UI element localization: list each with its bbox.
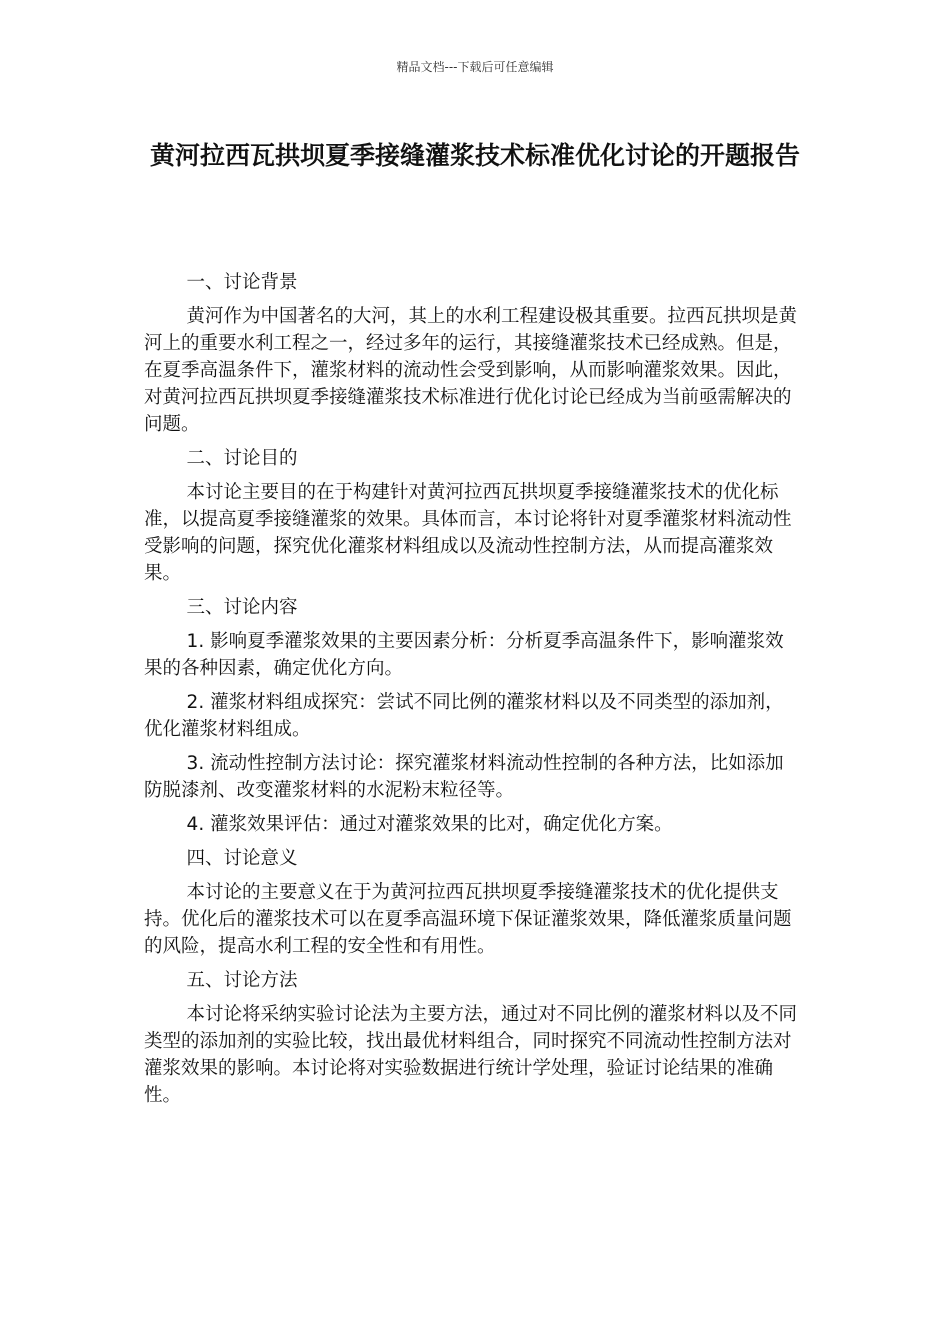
- paragraph: 本讨论的主要意义在于为黄河拉西瓦拱坝夏季接缝灌浆技术的优化提供支持。优化后的灌浆技术可以在夏季高温环境下保证灌浆效果，降低灌浆质量问题的风险，提高水利工程的安全性和有用性。: [144, 882, 792, 957]
- list-item: 2. 灌浆材料组成探究：尝试不同比例的灌浆材料以及不同类型的添加剂，优化灌浆材料组成。: [144, 692, 784, 740]
- paragraph: 黄河作为中国著名的大河，其上的水利工程建设极其重要。拉西瓦拱坝是黄河上的重要水利工程之一，经过多年的运行，其接缝灌浆技术已经成熟。但是，在夏季高温条件下，灌浆材料的流动性会受到影响，从而影响灌浆效果。因此，对黄河拉西瓦拱坝夏季接缝灌浆技术标准进行优化讨论已经成为当前亟需解决的问题。: [144, 306, 798, 435]
- section-background: [144, 269, 802, 438]
- section-purpose: [144, 445, 802, 587]
- document-title: 黄河拉西瓦拱坝夏季接缝灌浆技术标准优化讨论的开题报告: [149, 141, 800, 170]
- section-content: [144, 594, 802, 838]
- paragraph: 本讨论主要目的在于构建针对黄河拉西瓦拱坝夏季接缝灌浆技术的优化标准，以提高夏季接缝灌浆的效果。具体而言，本讨论将针对夏季灌浆材料流动性受影响的问题，探究优化灌浆材料组成以及流动性控制方法，从而提高灌浆效果。: [144, 482, 792, 584]
- document-body: [144, 269, 802, 1116]
- section-heading: 四、讨论意义: [186, 848, 298, 869]
- section-heading: 三、讨论内容: [186, 597, 298, 618]
- header-note: 精品文档---下载后可任意编辑: [396, 60, 554, 74]
- section-method: [144, 967, 802, 1109]
- list-item: 3. 流动性控制方法讨论：探究灌浆材料流动性控制的各种方法，比如添加防脱漆剂、改变灌浆材料的水泥粉末粒径等。: [144, 753, 784, 801]
- list-item: 4. 灌浆效果评估：通过对灌浆效果的比对，确定优化方案。: [186, 814, 673, 835]
- section-heading: 五、讨论方法: [186, 970, 298, 991]
- section-significance: [144, 845, 802, 960]
- section-heading: 二、讨论目的: [186, 448, 298, 469]
- section-heading: 一、讨论背景: [186, 272, 298, 293]
- list-item: 1. 影响夏季灌浆效果的主要因素分析：分析夏季高温条件下，影响灌浆效果的各种因素，确定优化方向。: [144, 631, 784, 679]
- paragraph: 本讨论将采纳实验讨论法为主要方法，通过对不同比例的灌浆材料以及不同类型的添加剂的实验比较，找出最优材料组合，同时探究不同流动性控制方法对灌浆效果的影响。本讨论将对实验数据进行统计学处理，验证讨论结果的准确性。: [144, 1004, 798, 1106]
